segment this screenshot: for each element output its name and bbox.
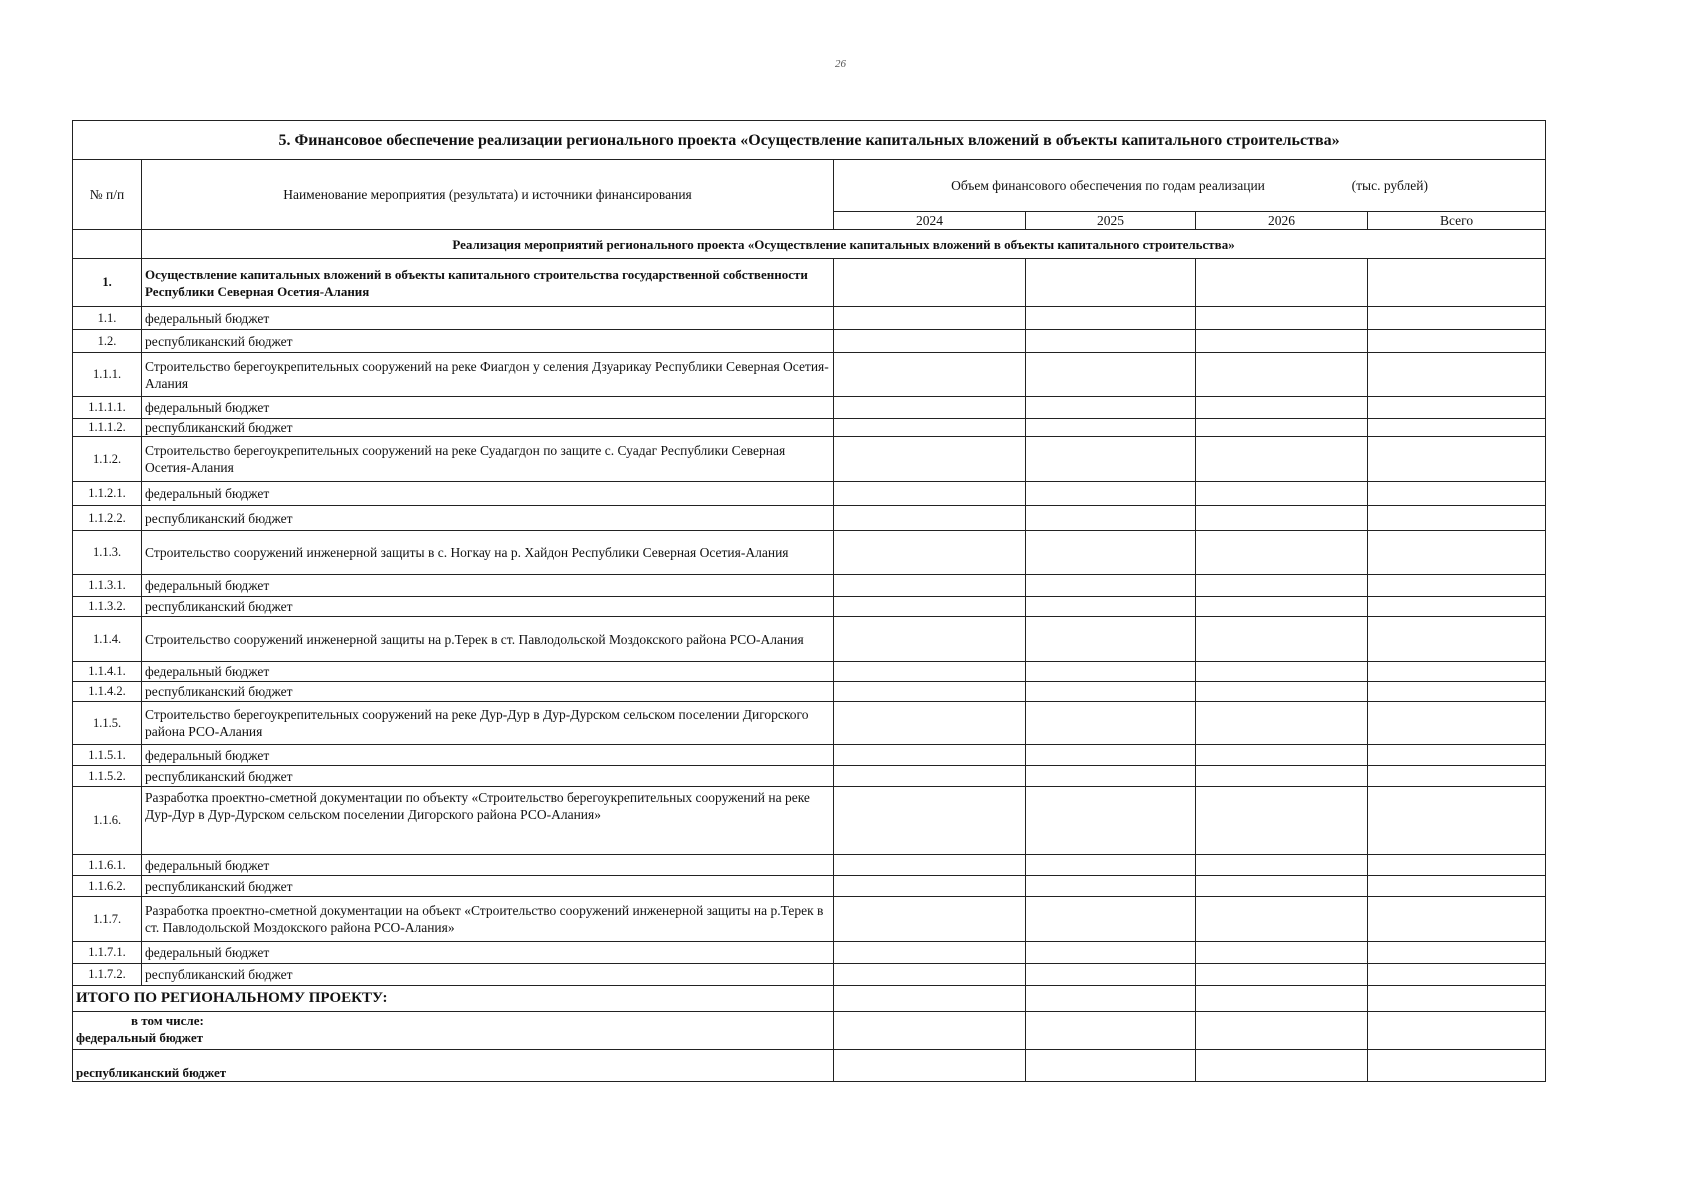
row-name: республиканский бюджет [142,682,834,702]
value-cell [834,575,1026,597]
row-name: Разработка проектно-сметной документации по объекту «Строительство берегоукрепительных сооружений на реке Дур-Дур в Дур-Дурском сельском поселении Дигорского района РСО-Алания» [142,787,834,855]
value-cell [1368,259,1546,307]
row-num: 1.1.1.1. [73,397,142,419]
federal-total-label: федеральный бюджет [76,1030,204,1045]
row-name: федеральный бюджет [142,942,834,964]
value-cell [1368,617,1546,662]
value-cell [1026,897,1196,942]
row-num: 1.1.7.1. [73,942,142,964]
value-cell [1368,942,1546,964]
table-row [73,787,1546,855]
row-name: республиканский бюджет [142,766,834,787]
row-name: федеральный бюджет [142,482,834,506]
table-row [73,353,1546,397]
table-row [73,702,1546,745]
value-cell [1026,1050,1196,1082]
row-num: 1.1.6. [73,787,142,855]
value-cell [1196,397,1368,419]
value-cell [1026,787,1196,855]
value-cell [834,986,1026,1012]
value-cell [1196,682,1368,702]
total-row [73,1050,1546,1082]
value-cell [1026,397,1196,419]
row-num: 1.1.4.1. [73,662,142,682]
header-name: Наименование мероприятия (результата) и источники финансирования [142,160,834,230]
row-name: Строительство берегоукрепительных сооружений на реке Фиагдон у селения Дзуарикау Республики Северная Осетия-Алания [142,353,834,397]
section-title: Реализация мероприятий регионального проекта «Осуществление капитальных вложений в объекты капитального строительства» [142,230,1546,259]
value-cell [1368,437,1546,482]
value-cell [834,531,1026,575]
year-2026: 2026 [1196,212,1368,230]
table-row [73,397,1546,419]
value-cell [1196,531,1368,575]
row-name: Строительство сооружений инженерной защиты на р.Терек в ст. Павлодольской Моздокского района РСО-Алания [142,617,834,662]
value-cell [1368,702,1546,745]
value-cell [1368,397,1546,419]
table-row [73,897,1546,942]
value-cell [1368,353,1546,397]
year-total: Всего [1368,212,1546,230]
value-cell [834,766,1026,787]
value-cell [834,437,1026,482]
value-cell [1196,745,1368,766]
row-num: 1. [73,259,142,307]
value-cell [834,617,1026,662]
value-cell [1026,702,1196,745]
value-cell [834,330,1026,353]
row-num: 1.1.2.1. [73,482,142,506]
value-cell [834,787,1026,855]
row-name: Осуществление капитальных вложений в объекты капитального строительства государственной собственности Республики Северная Осетия-Алания [142,259,834,307]
value-cell [1368,419,1546,437]
table-row [73,531,1546,575]
value-cell [1026,330,1196,353]
value-cell [1196,855,1368,876]
including-cell [73,1012,834,1050]
value-cell [1026,682,1196,702]
value-cell [1368,330,1546,353]
table-title: 5. Финансовое обеспечение реализации регионального проекта «Осуществление капитальных вложений в объекты капитального строительства» [73,121,1546,160]
value-cell [834,259,1026,307]
value-cell [1196,330,1368,353]
value-cell [1368,482,1546,506]
value-cell [1026,964,1196,986]
value-cell [834,662,1026,682]
value-cell [1026,855,1196,876]
row-name: республиканский бюджет [142,506,834,531]
table-row [73,682,1546,702]
header-volume [834,160,1546,212]
value-cell [1026,575,1196,597]
table-row [73,307,1546,330]
value-cell [1368,897,1546,942]
republican-total-label: республиканский бюджет [73,1050,834,1082]
value-cell [1196,986,1368,1012]
table-row [73,575,1546,597]
value-cell [1196,506,1368,531]
value-cell [834,482,1026,506]
value-cell [1026,353,1196,397]
page-number: 26 [835,58,846,70]
row-num: 1.1.7.2. [73,964,142,986]
value-cell [1196,964,1368,986]
value-cell [1368,1050,1546,1082]
row-num: 1.1.2.2. [73,506,142,531]
table-row [73,942,1546,964]
value-cell [1026,876,1196,897]
value-cell [1368,964,1546,986]
row-name: республиканский бюджет [142,876,834,897]
value-cell [1196,617,1368,662]
value-cell [834,1050,1026,1082]
value-cell [1368,662,1546,682]
table-row [73,766,1546,787]
row-name: республиканский бюджет [142,964,834,986]
value-cell [834,397,1026,419]
value-cell [1026,259,1196,307]
table-row [73,855,1546,876]
row-num: 1.1.3. [73,531,142,575]
value-cell [834,964,1026,986]
value-cell [1026,482,1196,506]
value-cell [1026,506,1196,531]
row-num: 1.1.6.1. [73,855,142,876]
row-name: Строительство сооружений инженерной защиты в с. Ногкау на р. Хайдон Республики Северная Осетия-Алания [142,531,834,575]
row-name: Разработка проектно-сметной документации на объект «Строительство сооружений инженерной защиты на р.Терек в ст. Павлодольской Моздокского района РСО-Алания» [142,897,834,942]
table-row [73,482,1546,506]
value-cell [1368,986,1546,1012]
total-row [73,986,1546,1012]
table-row [73,437,1546,482]
value-cell [1196,575,1368,597]
row-name: Строительство берегоукрепительных сооружений на реке Суадагдон по защите с. Суадаг Республики Северная Осетия-Алания [142,437,834,482]
year-2025: 2025 [1026,212,1196,230]
row-num: 1.2. [73,330,142,353]
row-num: 1.1. [73,307,142,330]
row-num: 1.1.1.2. [73,419,142,437]
year-2024: 2024 [834,212,1026,230]
value-cell [1026,617,1196,662]
value-cell [834,855,1026,876]
value-cell [1196,876,1368,897]
value-cell [1368,787,1546,855]
value-cell [1196,419,1368,437]
row-num: 1.1.1. [73,353,142,397]
value-cell [1026,942,1196,964]
table-row [73,597,1546,617]
row-num: 1.1.3.1. [73,575,142,597]
row-name: федеральный бюджет [142,397,834,419]
row-num: 1.1.3.2. [73,597,142,617]
row-name: федеральный бюджет [142,307,834,330]
value-cell [834,897,1026,942]
row-num: 1.1.2. [73,437,142,482]
table-row [73,419,1546,437]
value-cell [834,419,1026,437]
row-name: республиканский бюджет [142,330,834,353]
row-num: 1.1.4. [73,617,142,662]
value-cell [1368,597,1546,617]
value-cell [1196,353,1368,397]
financing-table [72,120,1546,1082]
value-cell [834,876,1026,897]
value-cell [834,307,1026,330]
value-cell [1026,986,1196,1012]
value-cell [1368,745,1546,766]
value-cell [1026,307,1196,330]
value-cell [1196,307,1368,330]
value-cell [1368,531,1546,575]
value-cell [834,506,1026,531]
table-row [73,506,1546,531]
value-cell [1026,662,1196,682]
row-name: Строительство берегоукрепительных сооружений на реке Дур-Дур в Дур-Дурском сельском поселении Дигорского района РСО-Алания [142,702,834,745]
value-cell [1368,1012,1546,1050]
row-name: федеральный бюджет [142,745,834,766]
value-cell [1368,307,1546,330]
value-cell [1196,597,1368,617]
value-cell [834,1012,1026,1050]
value-cell [1196,662,1368,682]
row-num: 1.1.5.2. [73,766,142,787]
value-cell [1368,575,1546,597]
value-cell [1196,259,1368,307]
value-cell [1196,787,1368,855]
value-cell [1196,1050,1368,1082]
header-volume-label: Объем финансового обеспечения по годам реализации [951,178,1265,193]
value-cell [834,702,1026,745]
row-num: 1.1.5.1. [73,745,142,766]
value-cell [1026,766,1196,787]
value-cell [1026,437,1196,482]
table-row [73,876,1546,897]
value-cell [1368,766,1546,787]
row-name: федеральный бюджет [142,575,834,597]
value-cell [1368,876,1546,897]
value-cell [1026,597,1196,617]
value-cell [1026,745,1196,766]
row-name: федеральный бюджет [142,662,834,682]
value-cell [1196,766,1368,787]
value-cell [1196,942,1368,964]
value-cell [834,353,1026,397]
table-row [73,964,1546,986]
table-row [73,330,1546,353]
total-label: ИТОГО ПО РЕГИОНАЛЬНОМУ ПРОЕКТУ: [73,986,834,1012]
row-name: республиканский бюджет [142,597,834,617]
header-num: № п/п [73,160,142,230]
value-cell [1196,437,1368,482]
value-cell [1368,855,1546,876]
value-cell [834,597,1026,617]
table-row [73,662,1546,682]
row-num: 1.1.4.2. [73,682,142,702]
value-cell [834,745,1026,766]
value-cell [834,682,1026,702]
table-row [73,745,1546,766]
value-cell [1026,419,1196,437]
value-cell [1368,682,1546,702]
total-row [73,1012,1546,1050]
row-num: 1.1.7. [73,897,142,942]
header-unit: (тыс. рублей) [1351,178,1428,193]
value-cell [1196,897,1368,942]
table-row [73,259,1546,307]
value-cell [1196,702,1368,745]
value-cell [1196,1012,1368,1050]
table-row [73,617,1546,662]
including-label: в том числе: [131,1013,204,1028]
value-cell [1368,506,1546,531]
value-cell [1026,531,1196,575]
row-num: 1.1.6.2. [73,876,142,897]
row-name: федеральный бюджет [142,855,834,876]
value-cell [1196,482,1368,506]
row-num: 1.1.5. [73,702,142,745]
value-cell [1026,1012,1196,1050]
value-cell [834,942,1026,964]
row-name: республиканский бюджет [142,419,834,437]
